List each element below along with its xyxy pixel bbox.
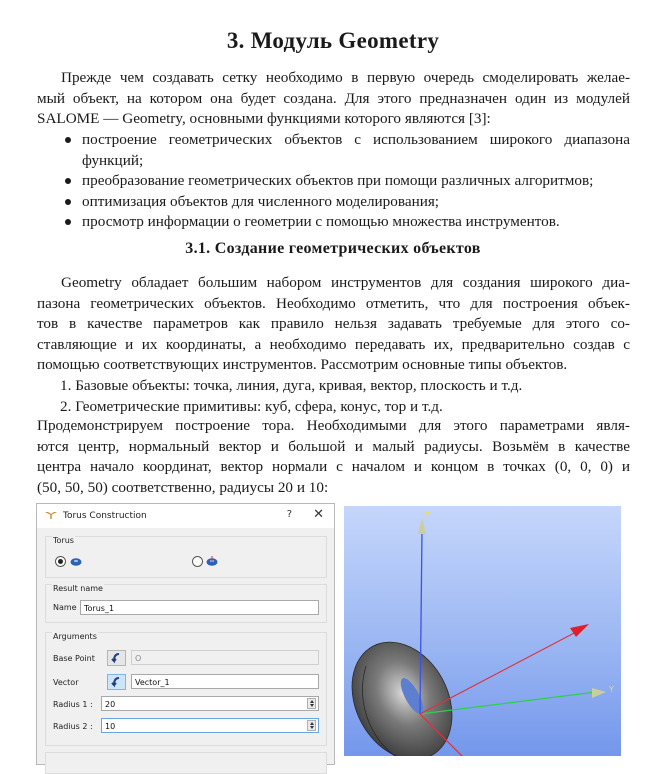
text-line: центра начало координат, вектор нормали с началом и концом в точках (0, 0, 0) и: [37, 458, 630, 475]
text-line: пазона геометрических объектов. Необходимо отметить, что для построения объек-: [37, 294, 630, 312]
y-axis-label: Y: [609, 685, 614, 694]
torus-construction-dialog: [36, 503, 335, 765]
torus-paragraph: [37, 416, 630, 498]
bullet-icon: [65, 219, 71, 225]
3d-viewer: [344, 506, 621, 756]
select-arrow-icon: [108, 651, 125, 665]
text-line: Продемонстрируем построение тора. Необходимыми для этого параметрами явля-: [37, 417, 630, 434]
text-line: SALOME — Geometry, основными функциями которого являются [3]:: [37, 110, 491, 127]
list-item: [60, 212, 630, 233]
result-name-group: [45, 584, 327, 623]
torus-shape: [344, 625, 472, 756]
list-item-text: просмотр информации о геометрии с помощью множества инструментов.: [82, 213, 560, 230]
spin-arrows-icon[interactable]: [307, 698, 316, 709]
base-point-select-button[interactable]: [107, 650, 126, 666]
empty-group: [45, 752, 327, 774]
text-line: ставляющие и их координаты, а необходимо передавать их, предварительно создав с: [37, 335, 630, 353]
arguments-group: [45, 632, 327, 746]
list-item: [60, 130, 630, 171]
name-label: Name: [53, 603, 77, 612]
select-arrow-icon: [108, 675, 125, 689]
radius2-label: Radius 2 :: [53, 722, 93, 731]
geometry-paragraph: [37, 273, 630, 376]
dialog-title: Torus Construction: [63, 511, 147, 521]
object-types-list: [60, 376, 630, 417]
text-line: ются центр, нормальный вектор и большой и малый радиусы. Возьмём в качестве: [37, 437, 630, 455]
section-title: 3. Модуль Geometry: [226, 28, 440, 53]
list-item-text: функций;: [82, 151, 144, 169]
group-title: Arguments: [53, 632, 97, 641]
text-line: (50, 50, 50) соответственно, радиусы 20 и 10:: [37, 478, 329, 496]
z-axis-label: Z: [424, 511, 430, 520]
y-axis-arrow-icon: [592, 688, 606, 698]
torus-type2-icon: [206, 556, 218, 566]
torus-type1-icon: [70, 556, 82, 566]
text-line: мый объект, на котором она будет создана. Для этого предназначен один из модулей: [37, 89, 630, 107]
vector-select-button[interactable]: [107, 674, 126, 690]
list-item: 2. Геометрические примитивы: куб, сфера, конус, тор и т.д.: [60, 397, 443, 415]
radio-point-vector-radii[interactable]: [55, 556, 66, 567]
base-point-input[interactable]: O: [131, 650, 319, 665]
list-item-text: построение геометрических объектов с использованием широкого диапазона: [82, 131, 630, 148]
bullet-icon: [65, 137, 71, 143]
group-title: Torus: [53, 536, 74, 545]
list-item: [60, 192, 630, 213]
list-item-text: оптимизация объектов для численного моделирования;: [82, 192, 440, 210]
dialog-titlebar: [37, 504, 334, 528]
base-point-label: Base Point: [53, 654, 95, 663]
help-button[interactable]: ?: [286, 509, 292, 520]
group-title: Result name: [53, 584, 103, 593]
torus-type-group: [45, 536, 327, 578]
text-line: помощью соответствующих инструментов. Рассмотрим основные типы объектов.: [37, 356, 568, 373]
spin-arrows-icon[interactable]: [307, 720, 316, 731]
text-line: Geometry обладает большим набором инструментов для создания широкого диа-: [61, 274, 630, 291]
salome-logo-icon: [45, 511, 57, 519]
text-line: Прежде чем создавать сетку необходимо в первую очередь смоделировать желае-: [61, 69, 630, 86]
close-button[interactable]: ✕: [313, 507, 324, 522]
radio-dimensions[interactable]: [192, 556, 203, 567]
viewer-scene: [344, 506, 621, 756]
normal-vector-line: [420, 631, 578, 714]
z-axis-arrow-icon: [418, 518, 426, 534]
subsection-title: 3.1. Создание геометрических объектов: [185, 240, 481, 257]
radius2-spinbox[interactable]: [101, 718, 319, 733]
radius1-value: 20: [105, 700, 116, 709]
vector-label: Vector: [53, 678, 79, 687]
vector-arrow-icon: [570, 624, 589, 637]
text-line: тов в качестве параметров как правило нельзя задавать требуемые для этого со-: [37, 315, 630, 332]
radius1-spinbox[interactable]: [101, 696, 319, 711]
list-item: 1. Базовые объекты: точка, линия, дуга, кривая, вектор, плоскость и т.д.: [60, 377, 523, 394]
radius1-label: Radius 1 :: [53, 700, 93, 709]
list-item-text: преобразование геометрических объектов при помощи различных алгоритмов;: [82, 172, 594, 189]
bullet-icon: [65, 178, 71, 184]
intro-paragraph: [37, 68, 630, 130]
radius2-value: 10: [105, 722, 116, 731]
name-input[interactable]: Torus_1: [80, 600, 319, 615]
bullet-icon: [65, 199, 71, 205]
vector-input[interactable]: Vector_1: [131, 674, 319, 689]
list-item: [60, 171, 630, 192]
function-list: [60, 130, 630, 233]
